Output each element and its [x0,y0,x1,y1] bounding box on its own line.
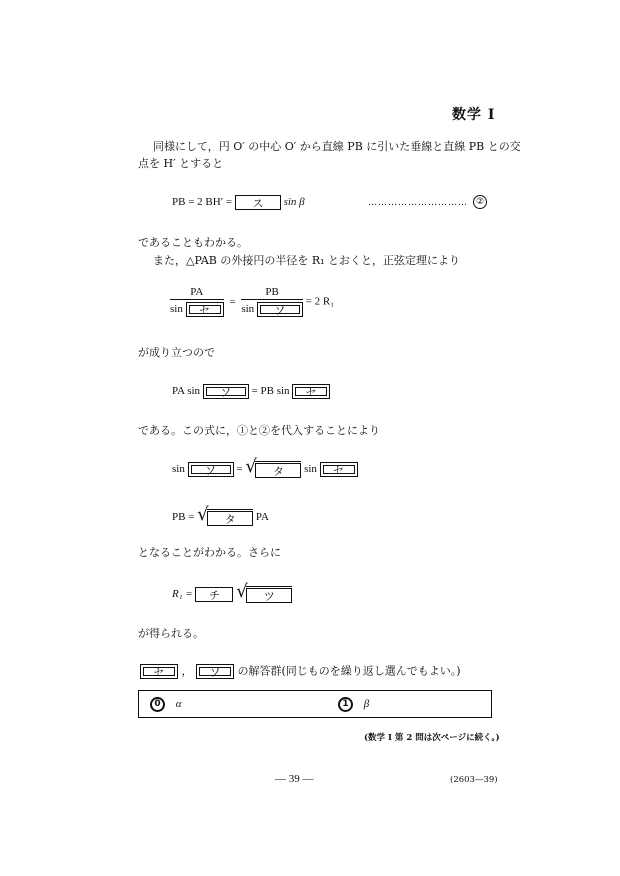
equation-3 [172,384,330,399]
sqrt-3 [236,581,292,603]
fraction-1 [170,286,224,317]
equation-2 [170,286,334,317]
paragraph-1-line-2: 点を H′ とすると [138,157,224,170]
eq5-lhs: PB = [172,511,195,524]
paragraph-1-line-1: 同様にして，円 O′ の中心 O′ から直線 PB に引いた垂線と直線 PB との交 [153,140,521,153]
paragraph-3: また，△PAB の外接円の半径を R₁ とおくと，正弦定理により [153,254,461,267]
answer-box-su: ス [235,195,281,210]
exam-code: (2603—39) [450,775,498,785]
equation-4 [172,456,358,478]
choice-0 [150,697,182,712]
answer-choices-box [138,690,492,718]
eq3-lhs: PA sin [172,385,201,398]
paragraph-7: が得られる。 [138,627,204,640]
answer-box-so-3: ソ [188,462,234,477]
eq4-mid: sin [304,463,317,476]
fraction-2-denominator [241,300,303,317]
radical-sign-icon: √ [236,581,248,602]
paragraph-6: となることがわかる。さらに [138,546,281,559]
answer-box-se: セ [186,302,224,317]
paragraph-4: が成り立つので [138,346,215,359]
choice-0-label: α [175,698,182,711]
eq1-lhs: PB = 2 BH′ = [172,196,233,209]
continue-note: (数学 I 第 2 問は次ページに続く。) [364,733,500,743]
eq5-rhs: PA [255,511,269,524]
fraction-1-denominator [170,300,224,317]
answer-box-ta-2: タ [207,511,253,526]
choice-1 [338,697,369,712]
answer-box-tsu: ツ [246,588,292,603]
fraction-2-sin: sin [241,303,255,316]
eq1-tag [473,195,487,209]
answer-box-so: ソ [257,302,303,317]
fraction-2 [241,286,303,317]
eq6-lhs: R₁ = [172,588,193,601]
paragraph-2: であることもわかる。 [138,236,248,249]
equation-6 [172,581,292,603]
answer-box-so-2: ソ [203,384,249,399]
eq3-mid: = PB sin [251,385,290,398]
page-number: — 39 — [275,773,314,785]
eq2-equals: = [229,295,236,308]
eq1-tag-circle: ② [473,195,487,209]
sqrt-1 [245,456,301,478]
paragraph-5: である。この式に，①と②を代入することにより [138,424,380,437]
equation-1 [172,195,305,210]
choices-comma: ， [181,664,193,678]
choice-0-number: 0 [150,697,165,712]
eq4-lhs: sin [172,463,185,476]
choice-1-number: 1 [338,697,353,712]
eq1-leader-dots: ………………………… [368,198,468,208]
answer-box-se-3: セ [320,462,358,477]
eq1-rhs: sin β [283,196,305,209]
eq4-equals: = [236,463,243,476]
choices-header-text: の解答群(同じものを繰り返し選んでもよい。) [237,664,461,678]
radical-sign-icon: √ [245,456,257,477]
radical-sign-icon: √ [197,504,209,525]
choices-box-se: セ [140,664,178,679]
subject-header: 数学 I [452,107,496,123]
fraction-1-numerator: PA [170,286,224,300]
answer-box-ta: タ [255,463,301,478]
answer-box-se-2: セ [292,384,330,399]
answer-box-chi: チ [195,587,233,602]
choices-box-so: ソ [196,664,234,679]
choices-header [140,664,461,679]
sqrt-2 [197,504,253,526]
choice-1-label: β [363,698,370,711]
equation-5 [172,504,269,526]
eq2-rhs: = 2 R₁ [305,295,335,308]
fraction-2-numerator: PB [241,286,303,300]
fraction-1-sin: sin [170,303,183,316]
